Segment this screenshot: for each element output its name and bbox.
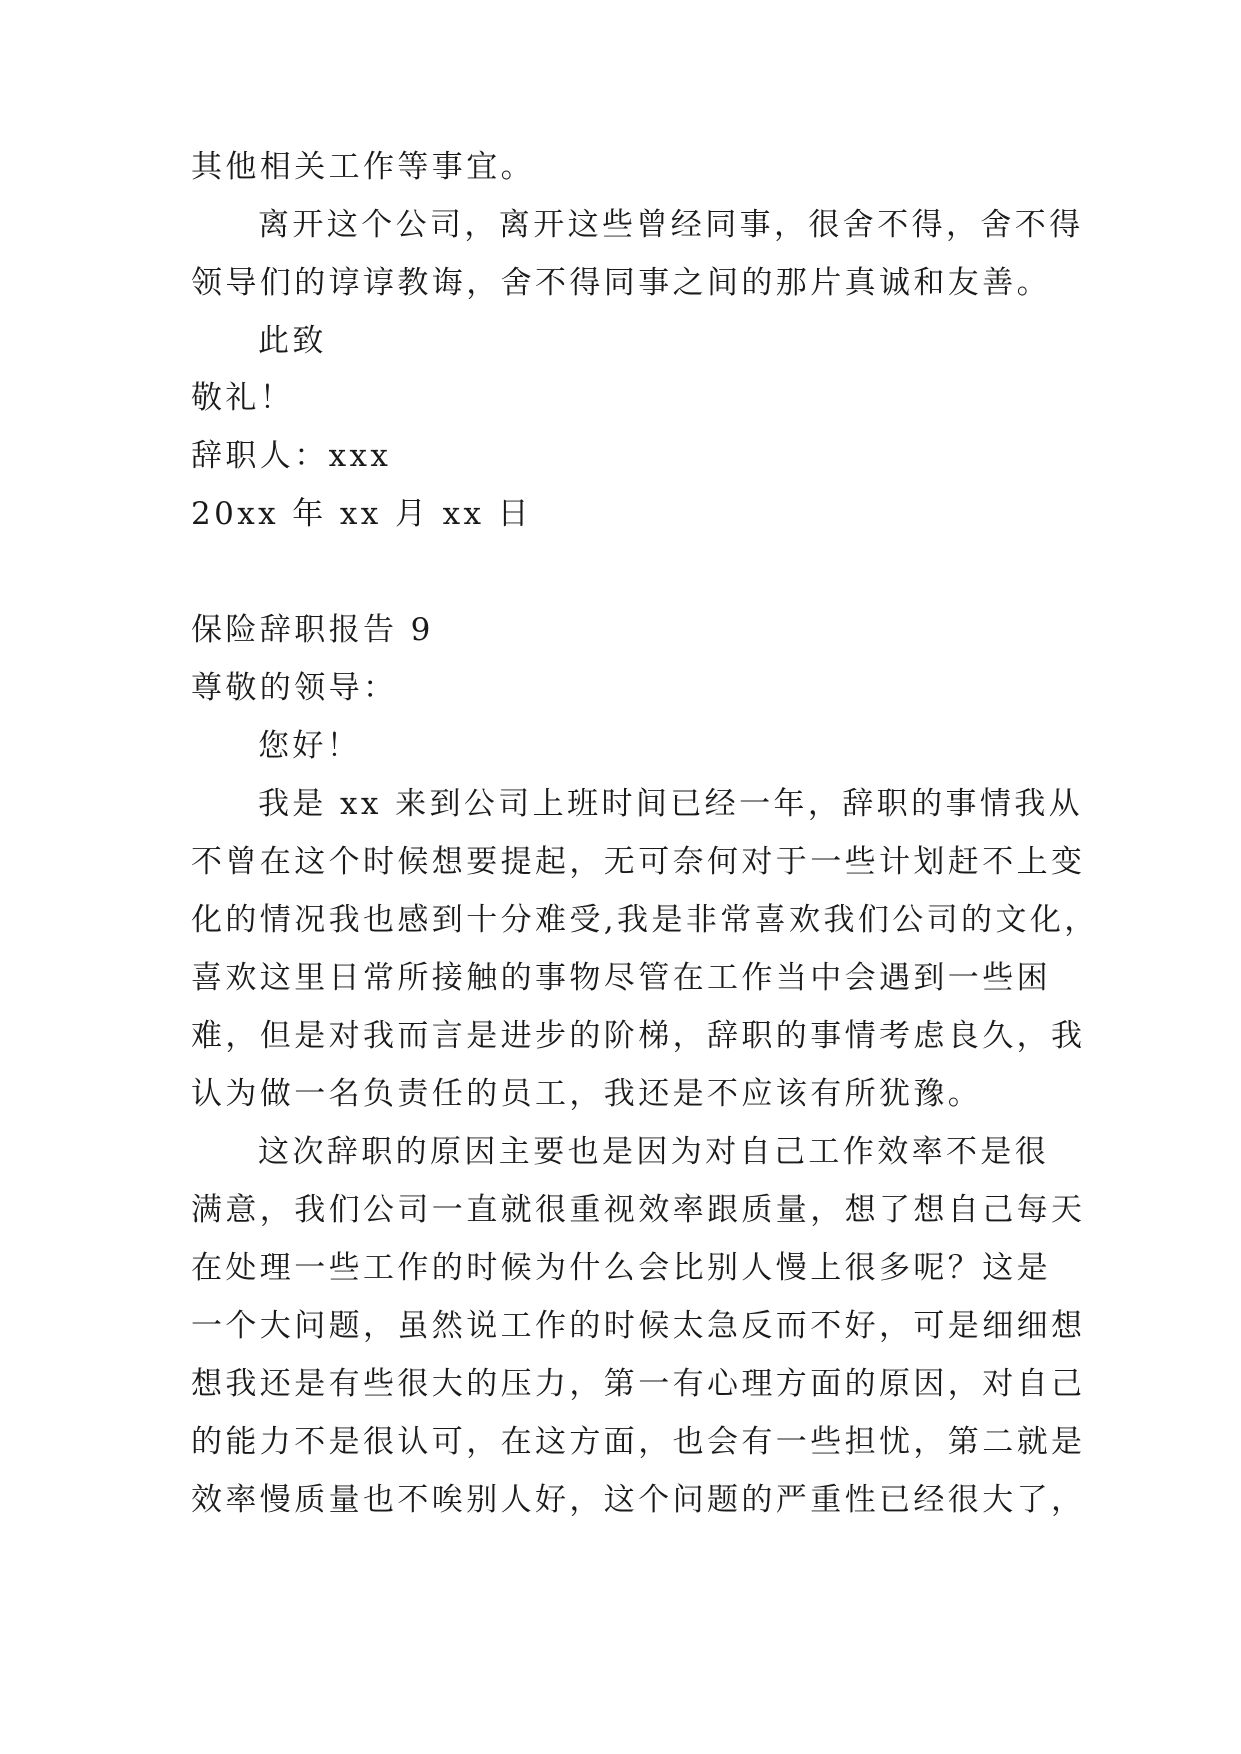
section-title: 保险辞职报告 9: [191, 612, 434, 648]
text-line: 这次辞职的原因主要也是因为对自己工作效率不是很: [258, 1134, 1050, 1170]
text-line: 领导们的谆谆教诲，舍不得同事之间的那片真诚和友善。: [191, 265, 1051, 301]
salutation: 尊敬的领导：: [191, 670, 398, 706]
closing-regards: 敬礼！: [191, 380, 295, 416]
text-line: 其他相关工作等事宜。: [191, 149, 535, 185]
text-line: 化的情况我也感到十分难受,我是非常喜欢我们公司的文化，: [191, 902, 1099, 938]
date-line: 20xx 年 xx 月 xx 日: [191, 496, 533, 532]
text-line: 离开这个公司，离开这些曾经同事，很舍不得，舍不得: [258, 207, 1084, 243]
text-line: 认为做一名负责任的员工，我还是不应该有所犹豫。: [191, 1076, 983, 1112]
text-line: 满意，我们公司一直就很重视效率跟质量，想了想自己每天: [191, 1192, 1086, 1228]
closing-salutation: 此致: [258, 323, 327, 359]
text-line: 在处理一些工作的时候为什么会比别人慢上很多呢？这是: [191, 1250, 1051, 1286]
text-line: 难，但是对我而言是进步的阶梯，辞职的事情考虑良久，我: [191, 1018, 1086, 1054]
greeting: 您好！: [258, 728, 362, 764]
text-line: 的能力不是很认可，在这方面，也会有一些担忧，第二就是: [191, 1424, 1086, 1460]
signature-line: 辞职人：xxx: [191, 438, 392, 474]
text-line: 一个大问题，虽然说工作的时候太急反而不好，可是细细想: [191, 1308, 1086, 1344]
text-line: 效率慢质量也不唉别人好，这个问题的严重性已经很大了，: [191, 1482, 1086, 1518]
text-line: 不曾在这个时候想要提起，无可奈何对于一些计划赶不上变: [191, 844, 1086, 880]
text-line: 喜欢这里日常所接触的事物尽管在工作当中会遇到一些困: [191, 960, 1051, 996]
text-line: 我是 xx 来到公司上班时间已经一年，辞职的事情我从: [258, 786, 1084, 822]
text-line: 想我还是有些很大的压力，第一有心理方面的原因，对自己: [191, 1366, 1086, 1402]
